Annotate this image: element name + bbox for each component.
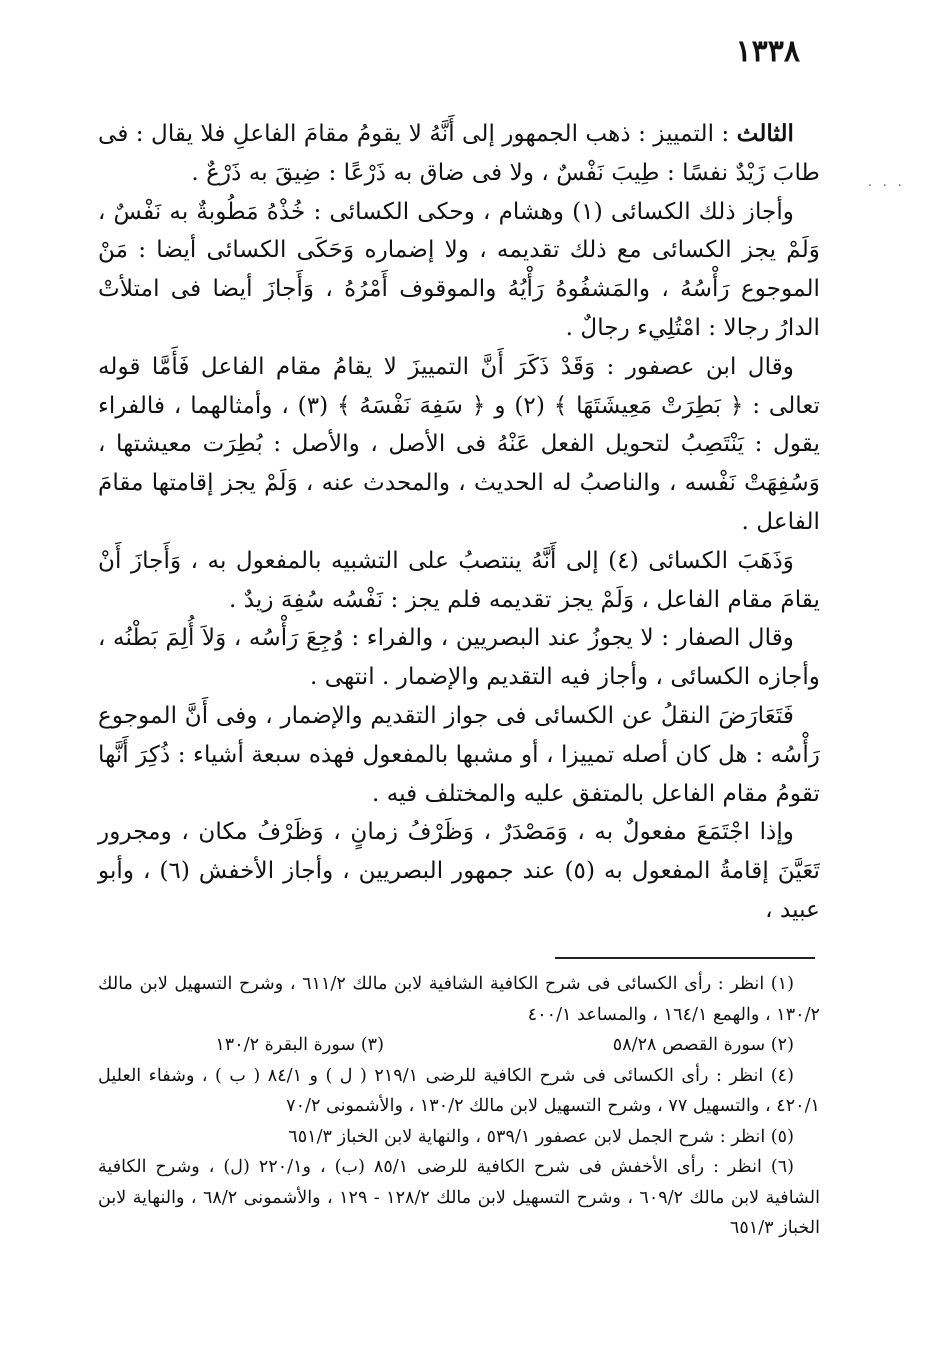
page-number: ١٣٣٨: [735, 34, 800, 69]
footnote-3: (٣) سورة البقرة ١٣٠/٢: [215, 1035, 384, 1055]
paragraph-4: وَذَهَبَ الكسائى (٤) إلى أَنَّهُ ينتصبُ على التشبيه بالمفعول به ، وَأَجازَ أَنْ يقامَ مقام الفاعل ، وَلَمْ يجز تقديمه فلم يجز : نَفْسُه سُفِهَ زيدٌ .: [98, 546, 820, 613]
paragraph-2: وأجاز ذلك الكسائى (١) وهشام ، وحكى الكسائى : خُذْهُ مَطُوبةٌ به نَفْسٌ ، وَلَمْ يجز الكسائى مع ذلك تقديمه ، ولا إضماره وَحَكَى الكسائى أيضا : مَنْ الموجوع رَأْسُهُ ، والمَشفُوهُ رَأْيُهُ والموقوف أَمْرُهُ ، وَأَجازَ أيضا فى امتلأتْ الدارُ رجالا : امْتُلِيء رجالٌ .: [98, 197, 820, 341]
footnotes: [98, 969, 820, 1244]
paragraph-1-text: : التمييز : ذهب الجمهور إلى أَنَّهُ لا يقومُ مقامَ الفاعلِ فلا يقال : فى طابَ زَيْدٌ نفسًا : طِيبَ نَفْسٌ ، ولا فى ضاق به ذَرْعًا : ضِيقَ به ذَرْعٌ .: [98, 120, 820, 186]
footnote-4: (٤) انظر : رأى الكسائى فى شرح الكافية للرضى ٢١٩/١ ( ل ) و ٨٤/١ ( ب ) ، وشفاء العليل ٤٢٠/١ ، والتسهيل ٧٧ ، وشرح التسهيل لابن مالك ١٣٠/٢ ، والأشمونى ٧٠/٢: [98, 1065, 820, 1116]
footnote-separator: [555, 957, 815, 959]
paragraph-3: وقال ابن عصفور : وَقَدْ ذَكَرَ أَنَّ التمييزَ لا يقامُ مقام الفاعل فَأَمَّا قوله تعالى : ﴿ بَطِرَتْ مَعِيشَتَهَا ﴾ (٢) و ﴿ سَفِهَ نَفْسَهُ ﴾ (٣) ، وأمثالهما ، فالفراء يقول : يَنْتَصِبُ لتحويل الفعل عَنْهُ فى الأصل ، والأصل : بُطِرَت معيشتها ، وَسُفِهَتْ نَفْسه ، والناصبُ له الحديث ، والمحدث عنه ، وَلَمْ يجز إقامتها مقامَ الفاعل .: [98, 352, 820, 535]
margin-mark: · · ·: [867, 178, 905, 194]
main-text-body: [98, 115, 820, 930]
footnote-6: (٦) انظر : رأى الأخفش فى شرح الكافية للرضى ٨٥/١ (ب) ، و٢٢٠/١ (ل) ، وشرح الكافية الشافية لابن مالك ٦٠٩/٢ ، وشرح التسهيل لابن مالك ١٢٨/٢ - ١٢٩ ، والأشمونى ٦٨/٢ ، والنهاية لابن الخباز ٦٥١/٣: [98, 1157, 821, 1238]
footnote-1: (١) انظر : رأى الكسائى فى شرح الكافية الشافية لابن مالك ٦١١/٢ ، وشرح التسهيل لابن مالك ١٣٠/٢ ، والهمع ١٦٤/١ ، والمساعد ٤٠٠/١: [98, 974, 820, 1025]
paragraph-1: [98, 115, 820, 193]
paragraph-7: وإذا اجْتَمَعَ مفعولٌ به ، وَمَصْدَرٌ ، وَظَرْفُ زمانٍ ، وَظَرْفُ مكان ، ومجرور تَعَيَّنَ إقامةُ المفعول به (٥) عند جمهور البصريين ، وأجاز الأخفش (٦) ، وأبو عبيد ،: [98, 818, 820, 923]
paragraph-5: وقال الصفار : لا يجوزُ عند البصريين ، والفراء : وُجِعَ رَأْسُه ، وَلاَ أُلِمَ بَطْنُه ، وأجازه الكسائى ، وأجاز فيه التقديم والإضمار . انتهى .: [98, 624, 820, 691]
footnote-5: (٥) انظر : شرح الجمل لابن عصفور ٥٣٩/١ ، والنهاية لابن الخباز ٦٥١/٣: [288, 1126, 794, 1147]
section-heading: الثالث: [736, 120, 794, 147]
footnote-2: (٢) سورة القصص ٥٨/٢٨: [612, 1035, 794, 1055]
paragraph-6: فَتَعَارَضَ النقلُ عن الكسائى فى جواز التقديم والإضمار ، وفى أَنَّ الموجوع رَأْسُه : هل كان أصله تمييزا ، أو مشبها بالمفعول فهذه سبعة أشياء : ذُكِرَ أَنَّها تقومُ مقام الفاعل بالمتفق عليه والمختلف فيه .: [98, 701, 820, 807]
footnote-row-2-3: [98, 1030, 820, 1061]
